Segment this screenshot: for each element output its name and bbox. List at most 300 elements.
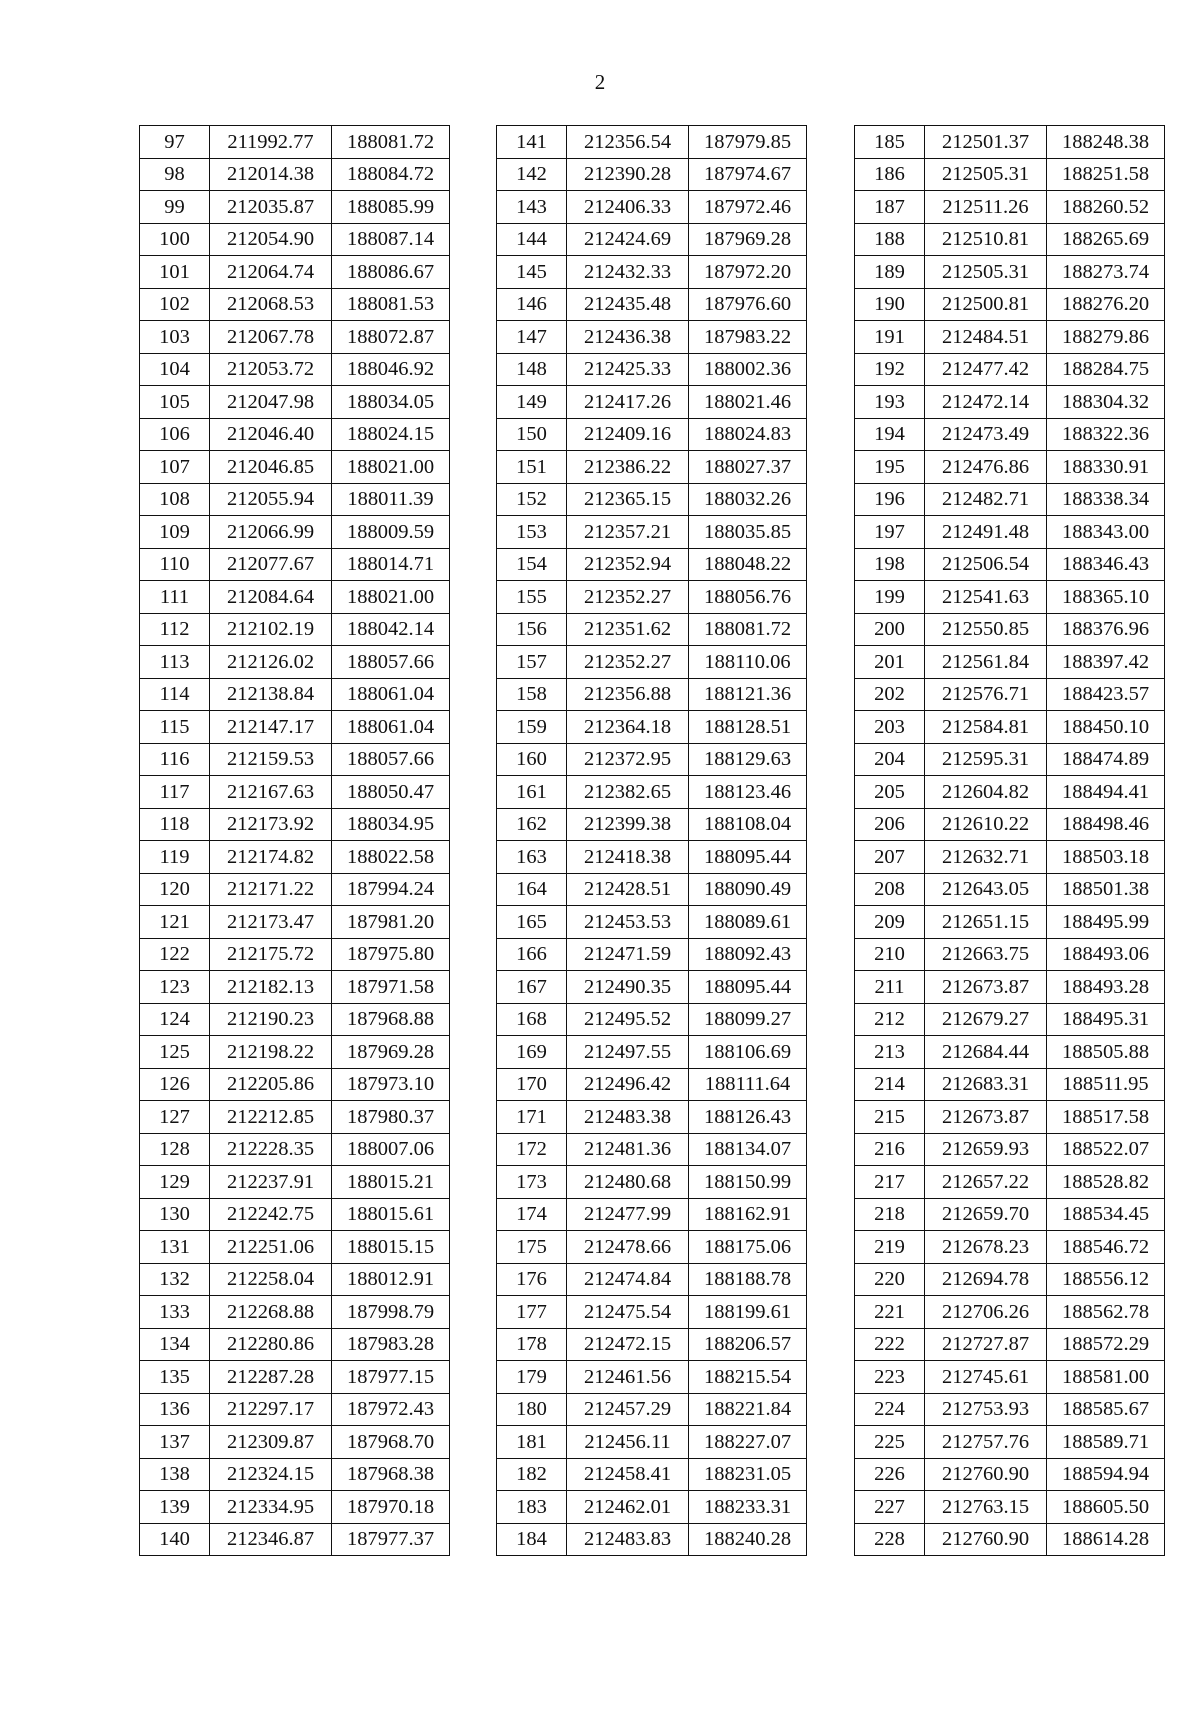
x-coordinate-cell: 212280.86 xyxy=(210,1328,332,1361)
y-coordinate-cell: 188126.43 xyxy=(689,1101,807,1134)
x-coordinate-cell: 212175.72 xyxy=(210,938,332,971)
x-coordinate-cell: 212457.29 xyxy=(567,1393,689,1426)
table-row xyxy=(855,1523,1165,1556)
y-coordinate-cell: 187969.28 xyxy=(332,1036,450,1069)
table-row xyxy=(855,451,1165,484)
x-coordinate-cell: 212651.15 xyxy=(925,906,1047,939)
y-coordinate-cell: 188248.38 xyxy=(1047,126,1165,159)
table-row xyxy=(140,516,450,549)
point-number-cell: 165 xyxy=(497,906,567,939)
x-coordinate-cell: 212014.38 xyxy=(210,158,332,191)
y-coordinate-cell: 188365.10 xyxy=(1047,581,1165,614)
table-row xyxy=(497,581,807,614)
y-coordinate-cell: 188474.89 xyxy=(1047,743,1165,776)
point-number-cell: 154 xyxy=(497,548,567,581)
y-coordinate-cell: 188511.95 xyxy=(1047,1068,1165,1101)
y-coordinate-cell: 188330.91 xyxy=(1047,451,1165,484)
y-coordinate-cell: 187976.60 xyxy=(689,288,807,321)
point-number-cell: 195 xyxy=(855,451,925,484)
x-coordinate-cell: 212500.81 xyxy=(925,288,1047,321)
table-row xyxy=(497,1166,807,1199)
x-coordinate-cell: 212491.48 xyxy=(925,516,1047,549)
x-coordinate-cell: 212171.22 xyxy=(210,873,332,906)
point-number-cell: 189 xyxy=(855,256,925,289)
y-coordinate-cell: 188034.05 xyxy=(332,386,450,419)
y-coordinate-cell: 188450.10 xyxy=(1047,711,1165,744)
point-number-cell: 138 xyxy=(140,1458,210,1491)
x-coordinate-cell: 212561.84 xyxy=(925,646,1047,679)
y-coordinate-cell: 188562.78 xyxy=(1047,1296,1165,1329)
table-row xyxy=(497,516,807,549)
table-row xyxy=(855,1068,1165,1101)
point-number-cell: 220 xyxy=(855,1263,925,1296)
point-number-cell: 119 xyxy=(140,841,210,874)
y-coordinate-cell: 188121.36 xyxy=(689,678,807,711)
x-coordinate-cell: 212324.15 xyxy=(210,1458,332,1491)
x-coordinate-cell: 212496.42 xyxy=(567,1068,689,1101)
y-coordinate-cell: 188397.42 xyxy=(1047,646,1165,679)
table-row xyxy=(140,1491,450,1524)
x-coordinate-cell: 212477.99 xyxy=(567,1198,689,1231)
point-number-cell: 204 xyxy=(855,743,925,776)
table-row xyxy=(855,808,1165,841)
y-coordinate-cell: 188015.61 xyxy=(332,1198,450,1231)
x-coordinate-cell: 212190.23 xyxy=(210,1003,332,1036)
x-coordinate-cell: 212610.22 xyxy=(925,808,1047,841)
point-number-cell: 102 xyxy=(140,288,210,321)
y-coordinate-cell: 188260.52 xyxy=(1047,191,1165,224)
x-coordinate-cell: 212198.22 xyxy=(210,1036,332,1069)
table-row xyxy=(497,1328,807,1361)
x-coordinate-cell: 212399.38 xyxy=(567,808,689,841)
x-coordinate-cell: 212663.75 xyxy=(925,938,1047,971)
table-row xyxy=(497,906,807,939)
y-coordinate-cell: 188338.34 xyxy=(1047,483,1165,516)
x-coordinate-cell: 212173.92 xyxy=(210,808,332,841)
x-coordinate-cell: 212659.70 xyxy=(925,1198,1047,1231)
x-coordinate-cell: 212182.13 xyxy=(210,971,332,1004)
y-coordinate-cell: 188162.91 xyxy=(689,1198,807,1231)
point-number-cell: 152 xyxy=(497,483,567,516)
table-row xyxy=(855,1166,1165,1199)
y-coordinate-cell: 188346.43 xyxy=(1047,548,1165,581)
y-coordinate-cell: 188276.20 xyxy=(1047,288,1165,321)
x-coordinate-cell: 212126.02 xyxy=(210,646,332,679)
y-coordinate-cell: 188050.47 xyxy=(332,776,450,809)
x-coordinate-cell: 212064.74 xyxy=(210,256,332,289)
point-number-cell: 187 xyxy=(855,191,925,224)
y-coordinate-cell: 188081.72 xyxy=(689,613,807,646)
x-coordinate-cell: 212418.38 xyxy=(567,841,689,874)
y-coordinate-cell: 188087.14 xyxy=(332,223,450,256)
x-coordinate-cell: 212346.87 xyxy=(210,1523,332,1556)
y-coordinate-cell: 187977.15 xyxy=(332,1361,450,1394)
x-coordinate-cell: 212066.99 xyxy=(210,516,332,549)
x-coordinate-cell: 212483.83 xyxy=(567,1523,689,1556)
table-row xyxy=(855,516,1165,549)
y-coordinate-cell: 188081.72 xyxy=(332,126,450,159)
point-number-cell: 168 xyxy=(497,1003,567,1036)
y-coordinate-cell: 188021.00 xyxy=(332,581,450,614)
point-number-cell: 133 xyxy=(140,1296,210,1329)
y-coordinate-cell: 188128.51 xyxy=(689,711,807,744)
x-coordinate-cell: 212258.04 xyxy=(210,1263,332,1296)
y-coordinate-cell: 187977.37 xyxy=(332,1523,450,1556)
point-number-cell: 124 xyxy=(140,1003,210,1036)
point-number-cell: 186 xyxy=(855,158,925,191)
x-coordinate-cell: 212035.87 xyxy=(210,191,332,224)
table-row xyxy=(855,288,1165,321)
y-coordinate-cell: 188215.54 xyxy=(689,1361,807,1394)
y-coordinate-cell: 188517.58 xyxy=(1047,1101,1165,1134)
point-number-cell: 139 xyxy=(140,1491,210,1524)
x-coordinate-cell: 212694.78 xyxy=(925,1263,1047,1296)
table-row xyxy=(140,483,450,516)
y-coordinate-cell: 188376.96 xyxy=(1047,613,1165,646)
table-row xyxy=(497,678,807,711)
y-coordinate-cell: 188493.28 xyxy=(1047,971,1165,1004)
x-coordinate-cell: 212435.48 xyxy=(567,288,689,321)
x-coordinate-cell: 212462.01 xyxy=(567,1491,689,1524)
x-coordinate-cell: 212506.54 xyxy=(925,548,1047,581)
point-number-cell: 194 xyxy=(855,418,925,451)
point-number-cell: 171 xyxy=(497,1101,567,1134)
x-coordinate-cell: 212472.15 xyxy=(567,1328,689,1361)
y-coordinate-cell: 188498.46 xyxy=(1047,808,1165,841)
x-coordinate-cell: 212643.05 xyxy=(925,873,1047,906)
x-coordinate-cell: 211992.77 xyxy=(210,126,332,159)
x-coordinate-cell: 212745.61 xyxy=(925,1361,1047,1394)
x-coordinate-cell: 212352.27 xyxy=(567,581,689,614)
x-coordinate-cell: 212054.90 xyxy=(210,223,332,256)
y-coordinate-cell: 188265.69 xyxy=(1047,223,1165,256)
x-coordinate-cell: 212584.81 xyxy=(925,711,1047,744)
table-row xyxy=(855,743,1165,776)
point-number-cell: 160 xyxy=(497,743,567,776)
coordinate-table-1 xyxy=(139,125,450,1556)
point-number-cell: 181 xyxy=(497,1426,567,1459)
table-row xyxy=(497,1003,807,1036)
y-coordinate-cell: 188015.15 xyxy=(332,1231,450,1264)
y-coordinate-cell: 188495.31 xyxy=(1047,1003,1165,1036)
point-number-cell: 224 xyxy=(855,1393,925,1426)
y-coordinate-cell: 187972.20 xyxy=(689,256,807,289)
y-coordinate-cell: 187969.28 xyxy=(689,223,807,256)
table-row xyxy=(497,191,807,224)
x-coordinate-cell: 212510.81 xyxy=(925,223,1047,256)
x-coordinate-cell: 212351.62 xyxy=(567,613,689,646)
y-coordinate-cell: 188556.12 xyxy=(1047,1263,1165,1296)
x-coordinate-cell: 212473.49 xyxy=(925,418,1047,451)
x-coordinate-cell: 212356.54 xyxy=(567,126,689,159)
y-coordinate-cell: 187968.88 xyxy=(332,1003,450,1036)
x-coordinate-cell: 212228.35 xyxy=(210,1133,332,1166)
x-coordinate-cell: 212251.06 xyxy=(210,1231,332,1264)
point-number-cell: 215 xyxy=(855,1101,925,1134)
x-coordinate-cell: 212478.66 xyxy=(567,1231,689,1264)
table-row xyxy=(497,1296,807,1329)
table-row xyxy=(855,353,1165,386)
point-number-cell: 100 xyxy=(140,223,210,256)
point-number-cell: 188 xyxy=(855,223,925,256)
point-number-cell: 144 xyxy=(497,223,567,256)
x-coordinate-cell: 212102.19 xyxy=(210,613,332,646)
y-coordinate-cell: 188594.94 xyxy=(1047,1458,1165,1491)
point-number-cell: 150 xyxy=(497,418,567,451)
x-coordinate-cell: 212476.86 xyxy=(925,451,1047,484)
table-row xyxy=(140,1393,450,1426)
x-coordinate-cell: 212474.84 xyxy=(567,1263,689,1296)
table-row xyxy=(140,971,450,1004)
point-number-cell: 122 xyxy=(140,938,210,971)
table-row xyxy=(140,1003,450,1036)
table-row xyxy=(497,938,807,971)
x-coordinate-cell: 212055.94 xyxy=(210,483,332,516)
x-coordinate-cell: 212428.51 xyxy=(567,873,689,906)
point-number-cell: 140 xyxy=(140,1523,210,1556)
y-coordinate-cell: 188092.43 xyxy=(689,938,807,971)
point-number-cell: 199 xyxy=(855,581,925,614)
table-row xyxy=(497,386,807,419)
table-row xyxy=(855,678,1165,711)
x-coordinate-cell: 212753.93 xyxy=(925,1393,1047,1426)
table-row xyxy=(855,126,1165,159)
point-number-cell: 167 xyxy=(497,971,567,1004)
y-coordinate-cell: 188061.04 xyxy=(332,678,450,711)
table-row xyxy=(140,711,450,744)
x-coordinate-cell: 212480.68 xyxy=(567,1166,689,1199)
point-number-cell: 173 xyxy=(497,1166,567,1199)
table-row xyxy=(497,1393,807,1426)
y-coordinate-cell: 188343.00 xyxy=(1047,516,1165,549)
table-row xyxy=(140,1296,450,1329)
y-coordinate-cell: 187983.28 xyxy=(332,1328,450,1361)
point-number-cell: 125 xyxy=(140,1036,210,1069)
y-coordinate-cell: 188304.32 xyxy=(1047,386,1165,419)
x-coordinate-cell: 212461.56 xyxy=(567,1361,689,1394)
table-row xyxy=(140,126,450,159)
y-coordinate-cell: 188099.27 xyxy=(689,1003,807,1036)
point-number-cell: 207 xyxy=(855,841,925,874)
x-coordinate-cell: 212067.78 xyxy=(210,321,332,354)
point-number-cell: 169 xyxy=(497,1036,567,1069)
y-coordinate-cell: 188085.99 xyxy=(332,191,450,224)
point-number-cell: 228 xyxy=(855,1523,925,1556)
table-row xyxy=(140,418,450,451)
y-coordinate-cell: 187968.38 xyxy=(332,1458,450,1491)
table-row xyxy=(855,321,1165,354)
y-coordinate-cell: 188072.87 xyxy=(332,321,450,354)
y-coordinate-cell: 188129.63 xyxy=(689,743,807,776)
table-row xyxy=(497,841,807,874)
x-coordinate-cell: 212659.93 xyxy=(925,1133,1047,1166)
table-row xyxy=(497,418,807,451)
point-number-cell: 111 xyxy=(140,581,210,614)
y-coordinate-cell: 188423.57 xyxy=(1047,678,1165,711)
table-row xyxy=(855,971,1165,1004)
point-number-cell: 202 xyxy=(855,678,925,711)
point-number-cell: 163 xyxy=(497,841,567,874)
point-number-cell: 216 xyxy=(855,1133,925,1166)
point-number-cell: 219 xyxy=(855,1231,925,1264)
table-row xyxy=(140,1101,450,1134)
table-row xyxy=(855,191,1165,224)
point-number-cell: 191 xyxy=(855,321,925,354)
x-coordinate-cell: 212352.27 xyxy=(567,646,689,679)
point-number-cell: 131 xyxy=(140,1231,210,1264)
point-number-cell: 156 xyxy=(497,613,567,646)
table-row xyxy=(855,1003,1165,1036)
y-coordinate-cell: 188032.26 xyxy=(689,483,807,516)
table-row xyxy=(140,451,450,484)
table-row xyxy=(497,1426,807,1459)
table-row xyxy=(855,1328,1165,1361)
point-number-cell: 103 xyxy=(140,321,210,354)
point-number-cell: 141 xyxy=(497,126,567,159)
y-coordinate-cell: 188503.18 xyxy=(1047,841,1165,874)
table-row xyxy=(855,613,1165,646)
point-number-cell: 158 xyxy=(497,678,567,711)
y-coordinate-cell: 188095.44 xyxy=(689,841,807,874)
table-row xyxy=(140,646,450,679)
y-coordinate-cell: 188188.78 xyxy=(689,1263,807,1296)
x-coordinate-cell: 212352.94 xyxy=(567,548,689,581)
y-coordinate-cell: 188284.75 xyxy=(1047,353,1165,386)
point-number-cell: 147 xyxy=(497,321,567,354)
table-row xyxy=(855,256,1165,289)
table-row xyxy=(497,1263,807,1296)
x-coordinate-cell: 212706.26 xyxy=(925,1296,1047,1329)
table-row xyxy=(140,158,450,191)
point-number-cell: 108 xyxy=(140,483,210,516)
x-coordinate-cell: 212453.53 xyxy=(567,906,689,939)
y-coordinate-cell: 188493.06 xyxy=(1047,938,1165,971)
x-coordinate-cell: 212490.35 xyxy=(567,971,689,1004)
x-coordinate-cell: 212287.28 xyxy=(210,1361,332,1394)
point-number-cell: 217 xyxy=(855,1166,925,1199)
table-row xyxy=(855,1198,1165,1231)
point-number-cell: 135 xyxy=(140,1361,210,1394)
table-row xyxy=(497,353,807,386)
x-coordinate-cell: 212147.17 xyxy=(210,711,332,744)
y-coordinate-cell: 188150.99 xyxy=(689,1166,807,1199)
point-number-cell: 211 xyxy=(855,971,925,1004)
y-coordinate-cell: 188199.61 xyxy=(689,1296,807,1329)
y-coordinate-cell: 188233.31 xyxy=(689,1491,807,1524)
x-coordinate-cell: 212364.18 xyxy=(567,711,689,744)
point-number-cell: 209 xyxy=(855,906,925,939)
point-number-cell: 176 xyxy=(497,1263,567,1296)
x-coordinate-cell: 212632.71 xyxy=(925,841,1047,874)
x-coordinate-cell: 212471.59 xyxy=(567,938,689,971)
table-row xyxy=(497,1068,807,1101)
y-coordinate-cell: 187972.46 xyxy=(689,191,807,224)
y-coordinate-cell: 188134.07 xyxy=(689,1133,807,1166)
table-row xyxy=(497,776,807,809)
point-number-cell: 208 xyxy=(855,873,925,906)
point-number-cell: 212 xyxy=(855,1003,925,1036)
y-coordinate-cell: 188015.21 xyxy=(332,1166,450,1199)
x-coordinate-cell: 212436.38 xyxy=(567,321,689,354)
y-coordinate-cell: 188021.46 xyxy=(689,386,807,419)
table-row xyxy=(855,483,1165,516)
table-row xyxy=(497,256,807,289)
y-coordinate-cell: 188111.64 xyxy=(689,1068,807,1101)
y-coordinate-cell: 188046.92 xyxy=(332,353,450,386)
point-number-cell: 129 xyxy=(140,1166,210,1199)
x-coordinate-cell: 212046.40 xyxy=(210,418,332,451)
point-number-cell: 166 xyxy=(497,938,567,971)
y-coordinate-cell: 188501.38 xyxy=(1047,873,1165,906)
x-coordinate-cell: 212365.15 xyxy=(567,483,689,516)
x-coordinate-cell: 212477.42 xyxy=(925,353,1047,386)
point-number-cell: 121 xyxy=(140,906,210,939)
y-coordinate-cell: 188057.66 xyxy=(332,743,450,776)
table-row xyxy=(497,158,807,191)
x-coordinate-cell: 212727.87 xyxy=(925,1328,1047,1361)
y-coordinate-cell: 188614.28 xyxy=(1047,1523,1165,1556)
table-row xyxy=(855,711,1165,744)
x-coordinate-cell: 212406.33 xyxy=(567,191,689,224)
y-coordinate-cell: 188240.28 xyxy=(689,1523,807,1556)
x-coordinate-cell: 212482.71 xyxy=(925,483,1047,516)
point-number-cell: 162 xyxy=(497,808,567,841)
y-coordinate-cell: 188175.06 xyxy=(689,1231,807,1264)
x-coordinate-cell: 212357.21 xyxy=(567,516,689,549)
y-coordinate-cell: 188024.83 xyxy=(689,418,807,451)
table-row xyxy=(855,1133,1165,1166)
point-number-cell: 155 xyxy=(497,581,567,614)
x-coordinate-cell: 212763.15 xyxy=(925,1491,1047,1524)
y-coordinate-cell: 188057.66 xyxy=(332,646,450,679)
x-coordinate-cell: 212541.63 xyxy=(925,581,1047,614)
table-row xyxy=(140,581,450,614)
table-row xyxy=(855,776,1165,809)
table-row xyxy=(855,1296,1165,1329)
table-row xyxy=(855,158,1165,191)
x-coordinate-cell: 212595.31 xyxy=(925,743,1047,776)
x-coordinate-cell: 212657.22 xyxy=(925,1166,1047,1199)
point-number-cell: 206 xyxy=(855,808,925,841)
y-coordinate-cell: 188081.53 xyxy=(332,288,450,321)
table-row xyxy=(855,1393,1165,1426)
point-number-cell: 196 xyxy=(855,483,925,516)
point-number-cell: 182 xyxy=(497,1458,567,1491)
point-number-cell: 175 xyxy=(497,1231,567,1264)
y-coordinate-cell: 188035.85 xyxy=(689,516,807,549)
table-row xyxy=(497,1101,807,1134)
y-coordinate-cell: 188012.91 xyxy=(332,1263,450,1296)
table-row xyxy=(855,548,1165,581)
point-number-cell: 164 xyxy=(497,873,567,906)
point-number-cell: 218 xyxy=(855,1198,925,1231)
coordinate-table-2 xyxy=(496,125,807,1556)
x-coordinate-cell: 212425.33 xyxy=(567,353,689,386)
point-number-cell: 117 xyxy=(140,776,210,809)
table-row xyxy=(855,1036,1165,1069)
table-row xyxy=(497,971,807,1004)
point-number-cell: 123 xyxy=(140,971,210,1004)
y-coordinate-cell: 187973.10 xyxy=(332,1068,450,1101)
table-row xyxy=(855,223,1165,256)
x-coordinate-cell: 212673.87 xyxy=(925,971,1047,1004)
table-row xyxy=(140,743,450,776)
table-row xyxy=(855,1426,1165,1459)
x-coordinate-cell: 212673.87 xyxy=(925,1101,1047,1134)
y-coordinate-cell: 187994.24 xyxy=(332,873,450,906)
point-number-cell: 114 xyxy=(140,678,210,711)
table-row xyxy=(497,873,807,906)
